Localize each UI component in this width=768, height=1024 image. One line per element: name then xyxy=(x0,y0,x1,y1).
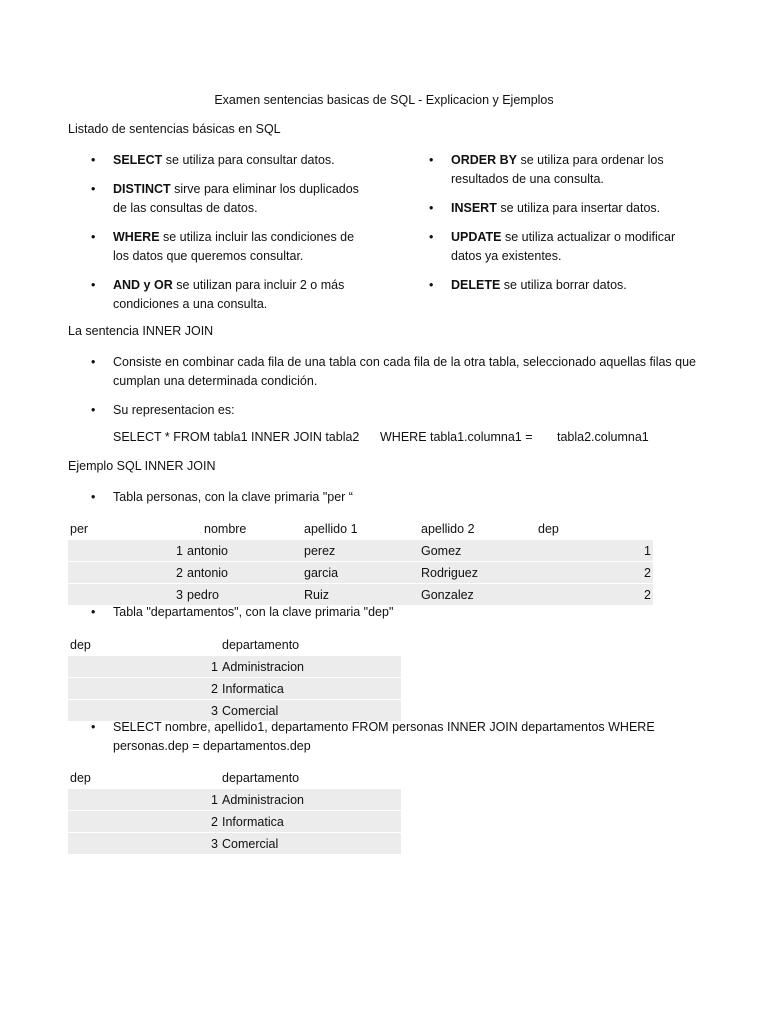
list-item-text: Consiste en combinar cada fila de una tabla con cada fila de la otra tabla, seleccionado aquellas filas que cumplan una determinada condición. xyxy=(113,355,697,388)
table-cell: 2 xyxy=(68,562,185,584)
column-header: dep xyxy=(536,518,653,540)
keyword: UPDATE xyxy=(451,230,502,244)
table-header-row xyxy=(68,518,653,540)
list-item-text: se utiliza para ordenar los resultados de una consulta. xyxy=(451,153,664,186)
syntax-part-condition: tabla2.columna1 xyxy=(557,430,649,444)
list-item xyxy=(91,401,703,420)
table-cell: pedro xyxy=(185,584,302,606)
table-cell: antonio xyxy=(185,540,302,562)
list-item xyxy=(429,151,701,189)
bullet-icon: • xyxy=(91,720,96,734)
bullet-icon: • xyxy=(91,278,96,292)
table-cell: Rodriguez xyxy=(419,562,536,584)
list-item xyxy=(91,151,363,170)
keyword: DELETE xyxy=(451,278,501,292)
list-item-text: SELECT nombre, apellido1, departamento FROM personas INNER JOIN departamentos WHERE personas.dep = departamentos.dep xyxy=(113,720,655,753)
list-item-text: Tabla "departamentos", con la clave primaria "dep" xyxy=(113,605,394,619)
table-cell: 1 xyxy=(68,656,220,678)
table-cell: 2 xyxy=(536,562,653,584)
bullet-icon: • xyxy=(91,230,96,244)
list-item-text: se utiliza para consultar datos. xyxy=(162,153,335,167)
table-header-row xyxy=(68,634,401,656)
departamentos-table xyxy=(68,634,401,722)
list-item xyxy=(91,718,673,756)
list-item-text: se utiliza para insertar datos. xyxy=(496,201,661,215)
table-cell: Comercial xyxy=(220,700,401,722)
table-cell: Gomez xyxy=(419,540,536,562)
table-row xyxy=(68,811,401,833)
table-cell: 1 xyxy=(68,789,220,811)
keyword: WHERE xyxy=(113,230,160,244)
list-item-text: se utiliza borrar datos. xyxy=(500,278,627,292)
list-item xyxy=(429,276,701,295)
table-row xyxy=(68,833,401,855)
bullet-icon: • xyxy=(91,403,96,417)
bullet-icon: • xyxy=(429,201,434,215)
table-cell: Administracion xyxy=(220,656,401,678)
column-header: dep xyxy=(68,634,220,656)
list-item-text: se utiliza incluir las condiciones de los datos que queremos consultar. xyxy=(113,230,355,263)
resultado-table xyxy=(68,767,401,855)
column-header: departamento xyxy=(220,634,401,656)
list-item xyxy=(429,199,701,218)
list-item-text: Su representacion es: xyxy=(113,403,235,417)
table-cell: Informatica xyxy=(220,678,401,700)
document-title: Examen sentencias basicas de SQL - Explicacion y Ejemplos xyxy=(214,93,554,107)
list-item-text: Tabla personas, con la clave primaria "per “ xyxy=(113,490,353,504)
list-item xyxy=(91,228,363,266)
bullet-icon: • xyxy=(91,153,96,167)
bullet-icon: • xyxy=(91,605,96,619)
bullet-icon: • xyxy=(91,355,96,369)
list-item xyxy=(91,353,703,391)
table-cell: Gonzalez xyxy=(419,584,536,606)
table-cell: 1 xyxy=(68,540,185,562)
column-header: dep xyxy=(68,767,220,789)
table-row xyxy=(68,678,401,700)
table-cell: Comercial xyxy=(220,833,401,855)
table-cell: 1 xyxy=(536,540,653,562)
table-row xyxy=(68,562,653,584)
bullet-icon: • xyxy=(429,278,434,292)
section-heading-ejemplo: Ejemplo SQL INNER JOIN xyxy=(68,459,216,473)
bullet-icon: • xyxy=(429,230,434,244)
section-heading-sentencias: Listado de sentencias básicas en SQL xyxy=(68,122,281,136)
keyword: SELECT xyxy=(113,153,163,167)
bullet-icon: • xyxy=(429,153,434,167)
table-cell: Informatica xyxy=(220,811,401,833)
list-item-text: sirve para eliminar los duplicados de las consultas de datos. xyxy=(113,182,359,215)
syntax-part-select: SELECT * FROM tabla1 INNER JOIN tabla2 xyxy=(113,430,360,444)
list-item xyxy=(91,180,363,218)
table-row xyxy=(68,540,653,562)
list-item xyxy=(91,488,703,507)
keyword: ORDER BY xyxy=(451,153,517,167)
table-cell: 2 xyxy=(536,584,653,606)
table-cell: 3 xyxy=(68,700,220,722)
table-cell: 3 xyxy=(68,584,185,606)
list-item xyxy=(429,228,701,266)
keyword: DISTINCT xyxy=(113,182,171,196)
keyword: AND y OR xyxy=(113,278,173,292)
keyword: INSERT xyxy=(451,201,497,215)
column-header: nombre xyxy=(185,518,302,540)
column-header: apellido 1 xyxy=(302,518,419,540)
table-row xyxy=(68,789,401,811)
table-row xyxy=(68,656,401,678)
table-cell: Administracion xyxy=(220,789,401,811)
bullet-icon: • xyxy=(91,182,96,196)
table-cell: antonio xyxy=(185,562,302,584)
table-cell: 2 xyxy=(68,678,220,700)
table-cell: 3 xyxy=(68,833,220,855)
list-item xyxy=(91,276,363,314)
syntax-part-where: WHERE tabla1.columna1 = xyxy=(380,430,533,444)
column-header: apellido 2 xyxy=(419,518,536,540)
list-item xyxy=(91,603,703,622)
table-cell: Ruiz xyxy=(302,584,419,606)
personas-table xyxy=(68,518,653,606)
bullet-icon: • xyxy=(91,490,96,504)
section-heading-inner-join: La sentencia INNER JOIN xyxy=(68,324,214,338)
column-header: departamento xyxy=(220,767,401,789)
table-header-row xyxy=(68,767,401,789)
list-item-text: se utiliza actualizar o modificar datos ya existentes. xyxy=(451,230,676,263)
list-item-text: se utilizan para incluir 2 o más condiciones a una consulta. xyxy=(113,278,345,311)
table-cell: perez xyxy=(302,540,419,562)
table-cell: garcia xyxy=(302,562,419,584)
table-cell: 2 xyxy=(68,811,220,833)
column-header: per xyxy=(68,518,185,540)
